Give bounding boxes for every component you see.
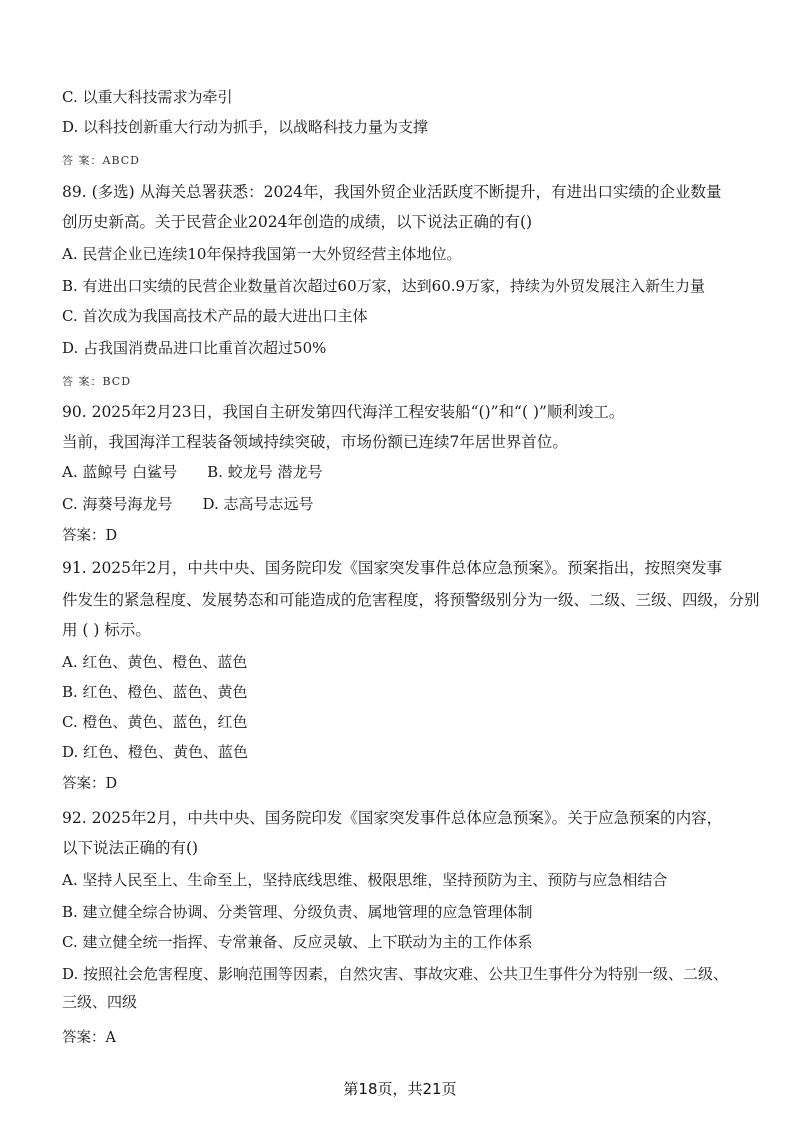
q88-option-c: C. 以重大科技需求为牵引	[62, 88, 233, 106]
q92-option-d-line1: D. 按照社会危害程度、影响范围等因素，自然灾害、事故灾难、公共卫生事件分为特别一级、二级、	[62, 965, 729, 983]
q91-stem-line1: 91. 2025年2月，中共中央、国务院印发《国家突发事件总体应急预案》。预案指出，按照突发事	[62, 559, 723, 577]
q90-option-d: D. 志高号志远号	[202, 495, 314, 513]
q91-option-c: C. 橙色、黄色、蓝色，红色	[62, 713, 248, 731]
q90-option-b: B. 蛟龙号 潜龙号	[207, 463, 323, 481]
q91-option-d: D. 红色、橙色、黄色、蓝色	[62, 743, 249, 761]
q91-option-b: B. 红色、橙色、蓝色、黄色	[62, 683, 248, 701]
q92-option-b: B. 建立健全综合协调、分类管理、分级负责、属地管理的应急管理体制	[62, 903, 533, 921]
q92-stem-line1: 92. 2025年2月，中共中央、国务院印发《国家突发事件总体应急预案》。关于应急预案的内容，	[62, 809, 723, 827]
q92-option-c: C. 建立健全统一指挥、专常兼备、反应灵敏、上下联动为主的工作体系	[62, 933, 533, 951]
q89-option-c: C. 首次成为我国高技术产品的最大进出口主体	[62, 307, 368, 325]
page-number: 第18页，共21页	[343, 1080, 457, 1098]
q88-option-d: D. 以科技创新重大行动为抓手，以战略科技力量为支撑	[62, 118, 429, 136]
q90-options-row1	[62, 462, 322, 482]
q89-stem-line1: 89. (多选) 从海关总署获悉：2024年，我国外贸企业活跃度不断提升，有进出口实绩的企业数量	[62, 183, 722, 201]
q90-option-a: A. 蓝鲸号 白鲨号	[62, 463, 178, 481]
q89-stem-line2: 创历史新高。关于民营企业2024年创造的成绩，以下说法正确的有()	[62, 213, 533, 231]
q91-stem-line3: 用 ( ) 标示。	[62, 621, 151, 639]
q92-answer: 答案：A	[62, 1030, 116, 1046]
q90-option-c: C. 海葵号海龙号	[62, 495, 173, 513]
q90-answer: 答案：D	[62, 528, 118, 544]
q89-option-a: A. 民营企业已连续10年保持我国第一大外贸经营主体地位。	[62, 245, 462, 263]
q90-stem-line1: 90. 2025年2月23日，我国自主研发第四代海洋工程安装船“()”和“( )”顺利竣工。	[62, 403, 625, 421]
q90-options-row2	[62, 494, 314, 514]
q92-stem-line2: 以下说法正确的有()	[62, 839, 199, 857]
q89-option-d: D. 占我国消费品进口比重首次超过50%	[62, 339, 327, 357]
q88-answer: 答 案：ABCD	[62, 154, 140, 167]
q92-option-d-line2: 三级、四级	[62, 993, 138, 1011]
q89-option-b: B. 有进出口实绩的民营企业数量首次超过60万家，达到60.9万家，持续为外贸发展注入新生力量	[62, 277, 706, 295]
q91-answer: 答案：D	[62, 776, 118, 792]
q91-option-a: A. 红色、黄色、橙色、蓝色	[62, 653, 248, 671]
q89-answer: 答 案：BCD	[62, 375, 132, 388]
q92-option-a: A. 坚持人民至上、生命至上，坚持底线思维、极限思维，坚持预防为主、预防与应急相结合	[62, 871, 668, 889]
q90-stem-line2: 当前，我国海洋工程装备领域持续突破，市场份额已连续7年居世界首位。	[62, 433, 568, 451]
q91-stem-line2: 件发生的紧急程度、发展势态和可能造成的危害程度，将预警级别分为一级、二级、三级、四级，分别	[62, 591, 760, 609]
